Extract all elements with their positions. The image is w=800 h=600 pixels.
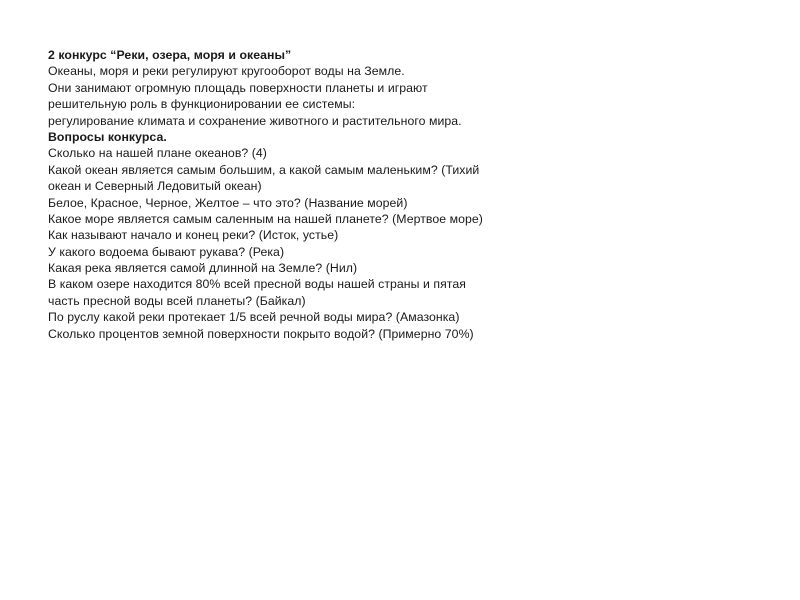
intro-line: регулирование климата и сохранение животного и растительного мира. [48,113,462,128]
question-line: часть пресной воды всей планеты? (Байкал) [48,293,306,308]
text-block [48,47,748,342]
questions-heading: Вопросы конкурса. [48,129,167,144]
question-line: Какой океан является самым большим, а какой самым маленьким? (Тихий [48,162,480,177]
contest-title: 2 конкурс “Реки, озера, моря и океаны” [48,48,292,62]
question-line: В каком озере находится 80% всей пресной воды нашей страны и пятая [48,277,466,292]
question-line: океан и Северный Ледовитый океан) [48,179,262,194]
intro-line: Океаны, моря и реки регулируют кругооборот воды на Земле. [48,64,405,79]
intro-line: Они занимают огромную площадь поверхности планеты и играют [48,80,428,95]
question-line: Белое, Красное, Черное, Желтое – что это? (Название морей) [48,195,408,210]
question-line: Как называют начало и конец реки? (Исток, устье) [48,228,339,243]
question-line: У какого водоема бывают рукава? (Река) [48,244,285,259]
question-line: Сколько на нашей плане океанов? (4) [48,146,267,161]
question-line: Какая река является самой длинной на Земле? (Нил) [48,261,358,276]
question-line: Какое море является самым саленным на нашей планете? (Мертвое море) [48,211,483,226]
intro-line: решительную роль в функционировании ее системы: [48,97,356,112]
question-line: Сколько процентов земной поверхности покрыто водой? (Примерно 70%) [48,326,474,341]
question-line: По руслу какой реки протекает 1/5 всей речной воды мира? (Амазонка) [48,310,460,325]
